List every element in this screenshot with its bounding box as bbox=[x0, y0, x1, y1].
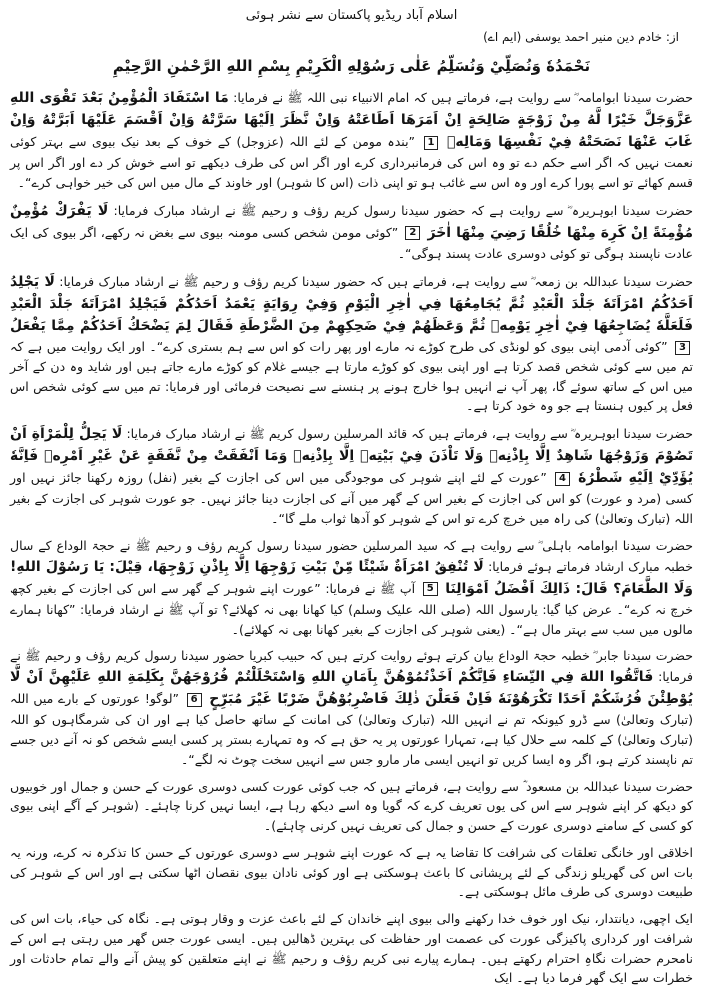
footnote-number: 1 bbox=[424, 136, 439, 150]
footnote-number: 3 bbox=[675, 341, 690, 355]
arabic-quote-run: لَا يَفْرَكْ مُؤْمِنٌ مُؤْمِنَةً اِنْ كَرِهَ مِنْهَا خُلُقًا رَضِيَ مِنْهَا اٰخَرَ bbox=[10, 202, 693, 241]
urdu-text-run: حضرت سیدنا ابوہریرہ ؓ سے روایت ہے، فرماتے ہیں کہ قائد المرسلین رسول کریم ﷺ نے ارشاد مبارک فرمایا: bbox=[122, 426, 693, 442]
paragraph bbox=[10, 777, 693, 836]
paragraph bbox=[10, 646, 693, 769]
paragraph bbox=[10, 843, 693, 902]
paragraph bbox=[10, 271, 693, 416]
paragraph bbox=[10, 87, 693, 193]
footnote-number: 6 bbox=[187, 693, 202, 707]
urdu-text-run: حضرت سیدنا ابوامامہ باہلی ؓ سے روایت ہے کہ سید المرسلین حضور سیدنا رسول کریم رؤف و رحیم ﷺ نے حجۃ الوداع کے سال خطبہ مبارک ارشاد فرماتے ہوئے فرمایا: bbox=[10, 537, 693, 574]
urdu-text-run: ”لوگو! عورتوں کے بارے میں اللہ (تبارک وتعالیٰ) سے ڈرو کیونکہ تم نے انہیں اللہ (تبارک وتعالیٰ) کی امانت کے ساتھ حاصل کیا ہے اور ان کی شرمگاہوں کو اللہ (تبارک وتعالیٰ) کے کلمہ سے حلال کیا ہے، تمہارا عورتوں پر یہ حق ہے کہ وہ تمہارے بستر پر کسی ایسے شخص کو نہ آنے دیں جسے تم ناپسند کرتے ہو، اگر وہ ایسا کریں تو انہیں ایسی مار مارو جس سے انہیں سخت چوٹ نہ لگے“۔ bbox=[10, 691, 693, 767]
document-title: اسلام آباد ریڈیو پاکستان سے نشر ہوئی bbox=[245, 8, 458, 23]
basmala-line: نَحْمَدُهٗ وَنُصَلِّيْ وَنُسَلِّمُ عَلٰى رَسُوْلِهِ الْكَرِيْمِ بِسْمِ اللهِ الرَّحْمٰنِ الرَّحِيْمِ bbox=[112, 56, 591, 75]
urdu-text-run: ”کوئی آدمی اپنی بیوی کو لونڈی کی طرح کوڑے نہ مارے اور پھر رات کو اس سے ہم بستری کرے“۔ اور ایک روایت میں ہے کہ تم میں سے کوئی شخص قصد کرتا ہے اور اپنی بیوی کو کوڑے مارتا ہے جیسے غلام کو کوڑے مارے جاتے ہیں اور شاید وہ دن کے آخر میں اس کے ساتھ سوئے گا، پھر آپ نے انہیں ہوا خارج ہونے پر ہنسنے سے نصیحت فرمائی اور فرمایا: تم میں سے کوئی شخص اس فعل پر کیوں ہنستا ہے جو وہ خود کرتا ہے۔ bbox=[10, 339, 693, 414]
urdu-text-run: حضرت سیدنا ابوہریرہ ؓ سے روایت ہے کہ حضور سیدنا رسول کریم رؤف و رحیم ﷺ نے ارشاد مبارک فرمایا: bbox=[108, 202, 693, 218]
footnote-number: 2 bbox=[405, 226, 420, 240]
urdu-text-run: حضرت سیدنا ابوامامہ ؓ سے روایت ہے، فرماتے ہیں کہ امام الانبیاء نبی اللہ ﷺ نے فرمایا: bbox=[228, 90, 693, 105]
paragraph bbox=[10, 909, 693, 988]
paragraph bbox=[10, 536, 693, 639]
paragraph bbox=[10, 423, 693, 529]
urdu-text-run: حضرت سیدنا جابر ؓ خطبہ حجۃ الوداع بیان کرتے ہوئے روایت کرتے ہیں کہ حبیب کبریا حضور سیدنا رسول کریم رؤف و رحیم ﷺ نے فرمایا: bbox=[10, 648, 693, 685]
arabic-quote-run: لَا يَحِلُّ لِلْمَرْاَةِ اَنْ تَصُوْمَ وَزَوْجُهَا شَاهِدٌ اِلَّا بِاِذْنِهٖ وَلَا تَاْذَنَ فِيْ بَيْتِهٖ اِلَّا بِاِذْنِهٖ وَمَا اَنْفَقَتْ مِنْ نَّفَقَةٍ عَنْ غَيْرِ اَمْرِهٖ فَاِنَّهٗ يُؤَدِّيْ اِلَيْهِ شَطْرُهٗ bbox=[10, 426, 693, 487]
document-body bbox=[10, 87, 693, 988]
arabic-quote-run: فَاتَّقُوا اللهَ فِي النِّسَاءِ فَاِنَّكُمْ اَخَذْتُمُوْهُنَّ بِاَمَانِ اللهِ وَاسْتَحْلَلْتُمْ فُرُوْجَهُنَّ بِكَلِمَةِ اللهِ عَلَيْهِنَّ اَنْ لَّا يُوْطِئْنَ فُرُشَكُمْ اَحَدًا تَكْرَهُوْنَهٗ فَاِنْ فَعَلْنَ ذٰلِكَ فَاضْرِبُوْهُنَّ ضَرْبًا غَيْرَ مُبَرِّحٍ bbox=[10, 669, 693, 708]
urdu-text-run: ”عورت کے لئے اپنے شوہر کی موجودگی میں اس کی اجازت کے بغیر (نفل) روزہ رکھنا جائز نہیں اور کسی (مرد و عورت) کو اس کی اجازت کے بغیر اس کے گھر میں آنے کی اجازت دینا جائز نہیں۔ جو عورت شوہر کی اجازت کے بغیر اللہ (تبارک وتعالیٰ) کی راہ میں خرچ کرے تو اس کے شوہر کو آدھا ثواب ملے گا“۔ bbox=[10, 470, 693, 527]
arabic-quote-run: لَا يَجْلِدُ اَحَدُكُمُ امْرَاَتَهٗ جَلْدَ الْعَبْدِ ثُمَّ يُجَامِعُهَا فِي اٰخِرِ الْيَوْمِ وَفِيْ رِوَايَةٍ يَعْمَدُ اَحَدُكُمْ فَيَجْلِدُ امْرَاَتَهٗ جَلْدَ الْعَبْدِ فَلَعَلَّهٗ يُضَاجِعُهَا فِيْ اٰخِرِ يَوْمِهٖ ثُمَّ وَعَظَهُمْ فِيْ ضَحِكِهِمْ مِنَ الضَّرْطَةِ فَقَالَ لِمَ يَضْحَكُ اَحَدُكُمْ مِمَّا يَفْعَلُ bbox=[10, 273, 693, 335]
arabic-quote-run: مَا اسْتَفَادَ الْمُؤْمِنُ بَعْدَ تَقْوَى اللهِ عَزَّوَجَلَّ خَيْرًا لَّهُ مِنْ زَوْجَةٍ صَالِحَةٍ اِنْ اَمَرَهَا اَطَاعَتْهُ وَاِنْ نَّظَرَ اِلَيْهَا سَرَّتْهُ وَاِنْ اَقْسَمَ عَلَيْهَا اَبَرَّتْهُ وَاِنْ غَابَ عَنْهَا نَصَحَتْهُ فِيْ نَفْسِهَا وَمَالِهٖ bbox=[10, 90, 693, 151]
urdu-text-run: ”کوئی مومن شخص کسی مومنہ بیوی سے بغض نہ رکھے، اگر بیوی کی ایک عادت ناپسند ہوگی تو کوئی دوسری عادت پسند ہوگی“۔ bbox=[10, 224, 693, 262]
paragraph bbox=[10, 200, 693, 264]
footnote-number: 4 bbox=[555, 472, 570, 486]
footnote-number: 5 bbox=[423, 582, 438, 596]
arabic-quote-run: لَا تُنْفِقُ امْرَاَةٌ شَيْئًا مِّنْ بَيْتِ زَوْجِهَا اِلَّا بِاِذْنِ زَوْجِهَا، قِيْلَ: يَا رَسُوْلَ اللهِ! وَلَا الطَّعَامَ؟ قَالَ: ذَالِكَ اَفْضَلُ اَمْوَالِنَا bbox=[10, 558, 693, 597]
urdu-text-run: حضرت سیدنا عبداللہ بن زمعہ ؓ سے روایت ہے، فرماتے ہیں کہ حضور سیدنا کریم رؤف و رحیم ﷺ نے ارشاد مبارک فرمایا: bbox=[54, 273, 693, 289]
urdu-text-run: ایک اچھی، دیانتدار، نیک اور خوف خدا رکھنے والی بیوی اپنے خاندان کے لئے باعث عزت و وقار ہوتی ہے۔ نگاہ کی حیاء، بات اس کی شرافت اور کرداری پاکیزگی عورت کی عصمت اور حفاظت کی بہترین ڈھالیں ہیں۔ ایسی عورت جس گھر میں رہتی ہے اس کے نامحرم حضرات نگاہِ احترام رکھتے ہیں۔ ہمارے پیارے نبی کریم رؤف و رحیم ﷺ نے اپنے متعلقین کو پیش آنے والے تمام حادثات اور خطرات سے ایک گھر فرما دیا ہے۔ ایک bbox=[10, 911, 693, 986]
urdu-text-run: ”بندہ مومن کے لئے اللہ (عزوجل) کے خوف کے بعد نیک بیوی سے بہتر کوئی نعمت نہیں کہ اگر اسے حکم دے تو وہ اس کی فرمانبرداری کرے اور اگر اس کی طرف دیکھے تو اسے خوش کر دے اور اگر اس پر قسم کھائے تو اسے پورا کرے اور وہ اس سے غائب ہو تو اپنی ذات (اس کا شوہر) اور خاوند کے مال میں اس کی خیر خواہی کرے“۔ bbox=[10, 134, 693, 191]
urdu-text-run: آپ ﷺ نے فرمایا: ”عورت اپنے شوہر کے گھر سے اس کی اجازت کے بغیر کچھ خرچ نہ کرے“۔ عرض کیا گیا: یارسول اللہ (صلی اللہ علیک وسلم) کیا کھانا بھی نہ کھلائے؟ تو آپ ﷺ نے ارشاد فرمایا: ”کھانا ہمارے مالوں میں سب سے بہتر مال ہے“۔ (یعنی شوہر کی اجازت کے بغیر کھانا بھی نہ کھلائے)۔ bbox=[10, 580, 693, 637]
author-byline: از: خادم دین منیر احمد یوسفی (ایم اے) bbox=[483, 29, 679, 44]
urdu-text-run: اخلاقی اور خانگی تعلقات کی شرافت کا تقاضا یہ ہے کہ عورت اپنے شوہر سے دوسری عورتوں کے حسن کا تذکرہ نہ کرے، ورنہ یہ بات اس کی گھریلو زندگی کے لئے پریشانی کا باعث ہوسکتی ہے اور کوئی نادان بیوی نقصان اٹھا سکتی ہے اور اس کے شوہر کی طبیعت دوسری کی طرف مائل ہوسکتی ہے۔ bbox=[10, 844, 693, 900]
urdu-text-run: حضرت سیدنا عبداللہ بن مسعود ؓ سے روایت ہے، فرماتے ہیں کہ جب کوئی عورت کسی دوسری عورت کے حسن و جمال اور خوبیوں کو دیکھ کر اپنے شوہر سے اس کی یوں تعریف کرے کہ گویا وہ اسے دیکھ رہا ہے، ایسا نہیں کرنا چاہئے۔ (شوہر کے آگے اپنی بیوی کو کسی کے سامنے دوسری عورت کے حسن و جمال کی تعریف نہیں کرنی چاہئے)۔ bbox=[10, 778, 693, 834]
